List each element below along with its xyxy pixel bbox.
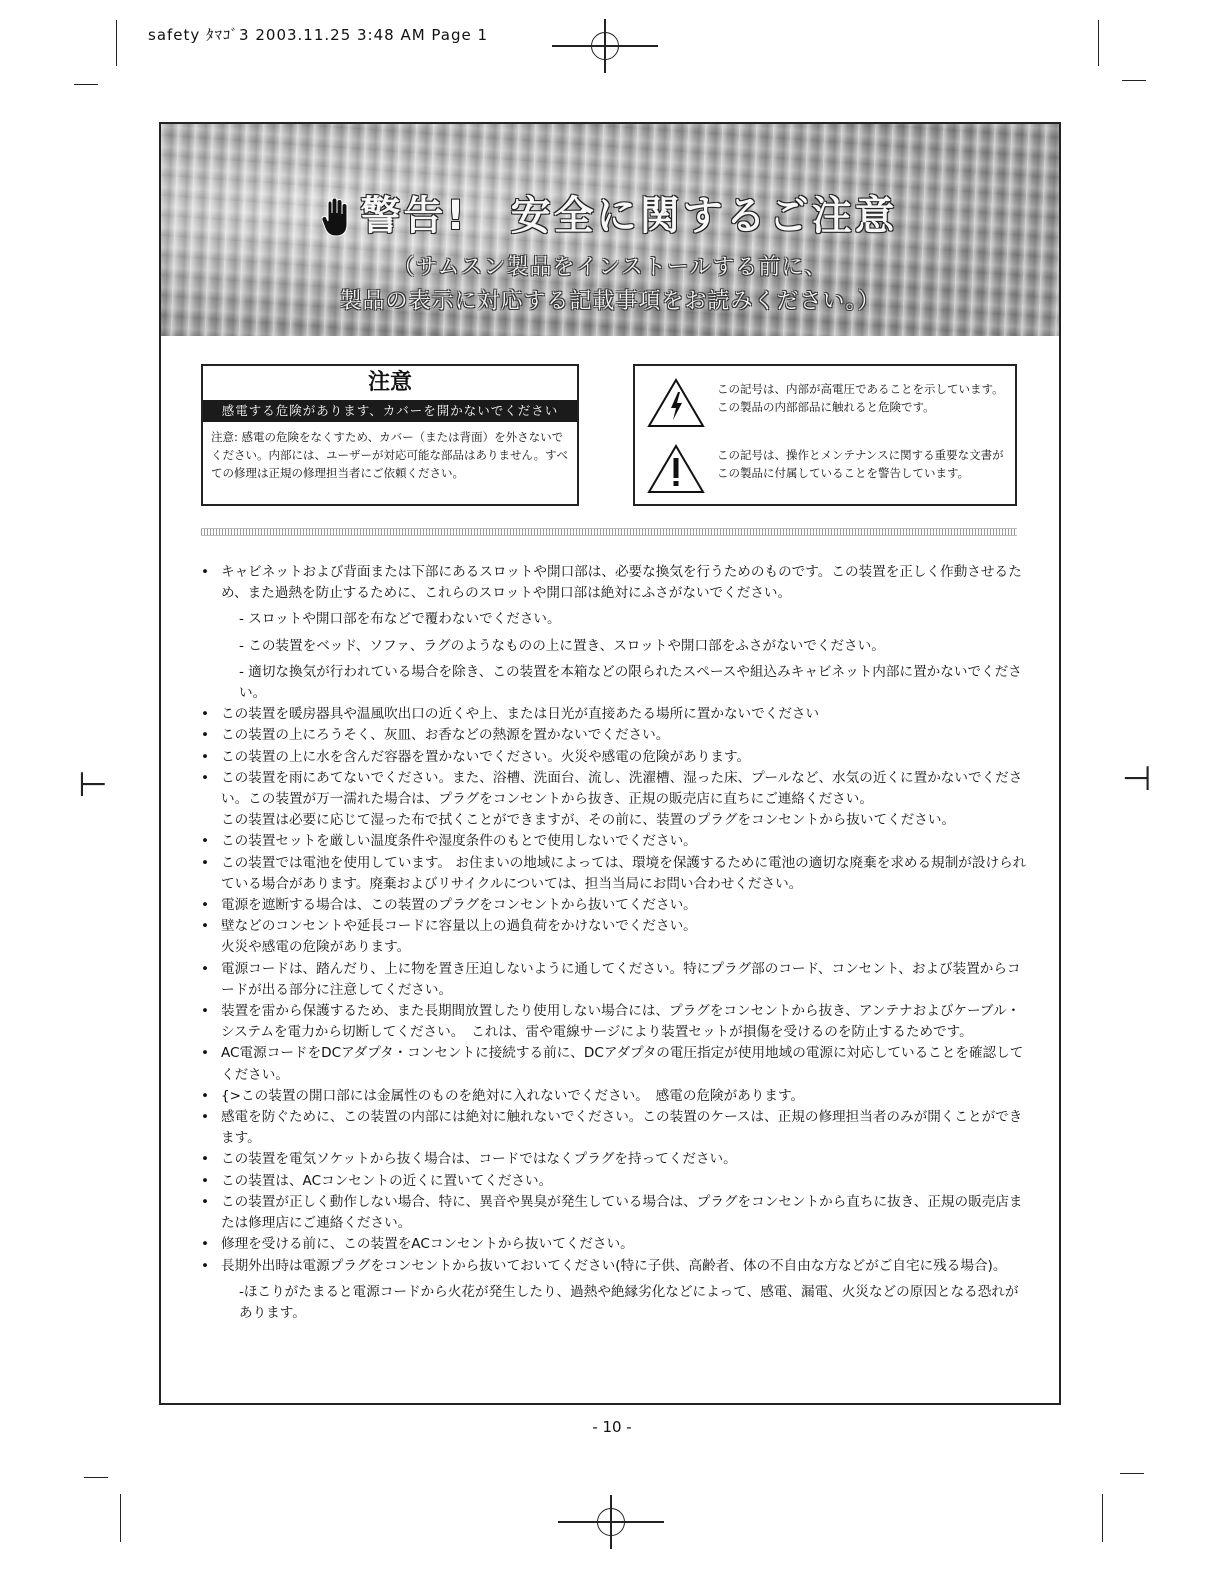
list-item-text: • AC電源コードをDCアダプタ・コンセントに接続する前に、DCアダプタの電圧指定が使用地域の電源に対応していることを確認してください。 <box>221 1045 1024 1083</box>
crop-mark <box>84 1477 108 1478</box>
list-item <box>201 916 1031 958</box>
list-item-text: • この装置を電気ソケットから抜く場合は、コードではなくプラグを持ってください。 <box>221 1151 737 1168</box>
list-item-text: • 感電を防ぐために、この装置の内部には絶対に触れないでください。この装置のケースは、正規の修理担当者のみが開くことができます。 <box>221 1109 1023 1147</box>
list-item <box>201 704 1031 725</box>
caution-bar: 感電する危険があります、カバーを開かないでください <box>203 400 577 422</box>
safety-list <box>201 562 1031 1324</box>
list-item-text: • 修理を受ける前に、この装置をACコンセントから抜いてください。 <box>221 1236 634 1253</box>
high-voltage-row <box>635 370 1015 436</box>
side-registration-mark: ⊣ <box>1122 759 1152 799</box>
side-registration-mark: ⊢ <box>78 765 108 805</box>
list-item <box>201 725 1031 746</box>
banner-subtitle-2: 製品の表示に対応する記載事項をお読みください。） <box>339 289 881 314</box>
list-item-text-continued: この装置は必要に応じて湿った布で拭くことができますが、その前に、装置のプラグをコンセントから抜いてください。 <box>221 812 956 829</box>
crop-mark <box>1098 20 1099 66</box>
list-item <box>201 1043 1031 1085</box>
list-item-text: • 装置を雷から保護するため、また長期間放置したり使用しない場合には、プラグをコンセントから抜き、アンテナおよびケーブル・システムを電力から切断してください。 これは、雷や電線サージにより装置セットが損傷を受けるのを防止するためです。 <box>221 1003 1021 1041</box>
page-number: - 10 - <box>592 1418 632 1436</box>
list-sub-item: -ほこりがたまると電源コードから火花が発生したり、過熱や絶縁劣化などによって、感電、漏電、火災などの原因となる恐れがあります。 <box>239 1283 1019 1321</box>
high-voltage-text: この記号は、内部が高電圧であることを示しています。この製品の内部部品に触れると危険です。 <box>717 382 1004 414</box>
list-item <box>201 1192 1031 1234</box>
hand-stop-icon <box>322 198 350 238</box>
list-item-text-continued: 火災や感電の危険があります。 <box>221 939 411 956</box>
registration-mark <box>597 1508 625 1536</box>
banner-title: 警告! 安全に関するご注意 <box>360 193 898 239</box>
banner-subtitle-1: （サムスン製品をインストールする前に、 <box>392 255 828 280</box>
list-item <box>201 1149 1031 1170</box>
list-item <box>201 562 1031 704</box>
list-item-text: • この装置セットを厳しい温度条件や湿度条件のもとで使用しないでください。 <box>221 833 697 850</box>
caution-box <box>201 364 579 506</box>
list-item-text: • 電源を遮断する場合は、この装置のプラグをコンセントから抜いてください。 <box>221 897 697 914</box>
registration-mark <box>591 32 619 60</box>
divider <box>201 528 1017 536</box>
list-item-text: • この装置を暖房器具や温風吹出口の近くや上、または日光が直接あたる場所に置かないでください <box>221 706 820 723</box>
list-item-text: • この装置が正しく動作しない場合、特に、異音や異臭が発生している場合は、プラグをコンセントから直ちに抜き、正規の販売店または修理店にご連絡ください。 <box>221 1193 1023 1232</box>
crop-mark <box>74 84 98 85</box>
exclamation-warning-icon <box>647 444 705 494</box>
crop-mark <box>1120 1473 1144 1474</box>
list-item <box>201 1107 1031 1149</box>
caution-heading: 注意 <box>367 370 412 395</box>
page-frame <box>159 122 1061 1405</box>
list-item-text: • キャビネットおよび背面または下部にあるスロットや開口部は、必要な換気を行うためのものです。この装置を正しく作動させるため、また過熱を防止するために、これらのスロットや開口部は絶対にふさがないでください。 <box>221 564 1022 602</box>
list-item-text: • この装置の上にろうそく、灰皿、お香などの熱源を置かないでください。 <box>221 727 670 744</box>
caution-body: 注意: 感電の危険をなくすため、カバー（または背面）を外さないでください。内部には、ユーザーが対応可能な部品はありません。すべての修理は正規の修理担当者にご依頼ください。 <box>211 430 568 480</box>
crop-mark <box>1122 80 1146 81</box>
important-row <box>635 436 1015 502</box>
list-item-text: • 壁などのコンセントや延長コードに容量以上の過負荷をかけないでください。 <box>221 918 697 935</box>
list-sub-item: - スロットや開口部を布などで覆わないでください。 <box>239 611 561 628</box>
list-item <box>201 853 1031 895</box>
list-item <box>201 831 1031 852</box>
crop-mark <box>116 20 117 66</box>
warning-banner <box>161 124 1059 336</box>
list-sub-item: - この装置をベッド、ソファ、ラグのようなものの上に置き、スロットや開口部をふさがないでください。 <box>239 637 885 654</box>
list-item-text: • この装置は、ACコンセントの近くに置いてください。 <box>221 1172 553 1189</box>
list-item-text: • この装置の上に水を含んだ容器を置かないでください。火災や感電の危険があります。 <box>221 748 751 765</box>
list-item-text: • 長期外出時は電源プラグをコンセントから抜いておいてください(特に子供、高齢者、体の不自由な方などがご自宅に残る場合)。 <box>221 1257 1007 1274</box>
list-item <box>201 1256 1031 1325</box>
list-item <box>201 747 1031 768</box>
lightning-warning-icon <box>647 378 705 428</box>
list-item <box>201 1001 1031 1043</box>
list-item <box>201 1171 1031 1192</box>
list-item <box>201 895 1031 916</box>
symbols-box <box>633 364 1017 506</box>
list-item-text: • この装置を雨にあてないでください。また、浴槽、洗面台、流し、洗濯槽、湿った床、プールなど、水気の近くに置かないでください。この装置が万一濡れた場合は、プラグをコンセントから抜き、正規の販売店に直ちにご連絡ください。 <box>221 769 1023 808</box>
list-item <box>201 1234 1031 1255</box>
list-item-text: • 電源コードは、踏んだり、上に物を置き圧迫しないように通してください。特にプラグ部のコード、コンセント、および装置からコードが出る部分に注意してください。 <box>221 960 1021 998</box>
list-sub-item: - 適切な換気が行われている場合を除き、この装置を本箱などの限られたスペースや組込みキャビネット内部に置かないでください。 <box>239 663 1022 702</box>
crop-mark <box>1102 1494 1103 1542</box>
list-item <box>201 768 1031 832</box>
list-item-text: • この装置では電池を使用しています。 お住まいの地域によっては、環境を保護するために電池の適切な廃棄を求める規制が設けられている場合があります。廃棄およびリサイクルについては、担当当局にお問い合わせください。 <box>221 854 1027 892</box>
important-text: この記号は、操作とメンテナンスに関する重要な文書がこの製品に付属していることを警告しています。 <box>717 448 1004 480</box>
print-slug: safety ﾀﾏｺﾞ3 2003.11.25 3:48 AM Page 1 <box>148 26 489 44</box>
list-item-text: • {>この装置の開口部には金属性のものを絶対に入れないでください。 感電の危険があります。 <box>221 1087 805 1104</box>
list-item <box>201 1086 1031 1107</box>
list-item <box>201 959 1031 1001</box>
crop-mark <box>120 1494 121 1542</box>
